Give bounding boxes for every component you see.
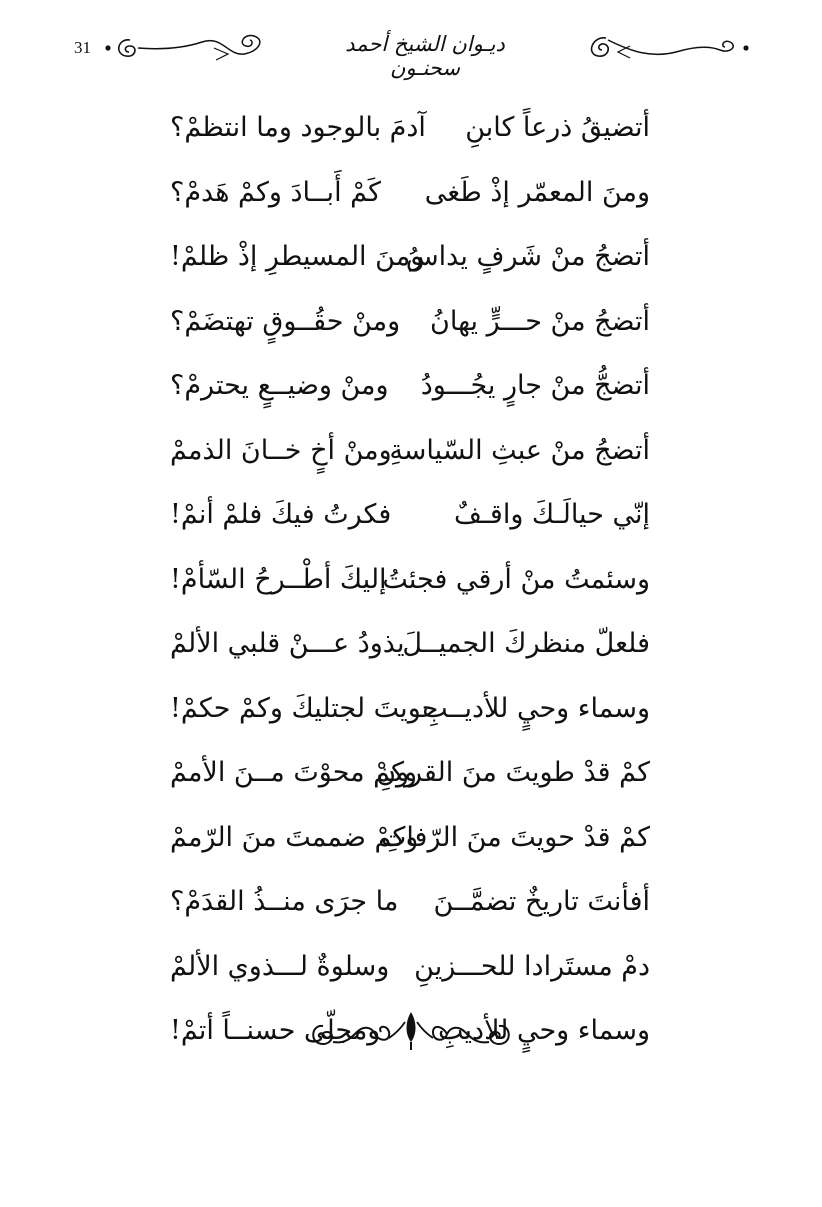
second-hemistich: ومنْ أخٍ خــانَ الذممْ [170,434,392,466]
poem-verse [170,872,650,937]
poem-verse [170,98,650,163]
scroll-flourish-icon [572,26,752,66]
second-hemistich: وسلوةٌ لـــذوي الألمْ [170,950,390,982]
second-hemistich: ومنْ وضيــعٍ يحترمْ؟ [170,370,389,401]
poem-verse [170,485,650,550]
scroll-flourish-icon [104,26,279,66]
first-hemistich: أتضجُ منْ حـــرٍّ يهانُ [430,305,650,337]
page-number: 31 [74,38,91,57]
second-hemistich: وكمْ محوْتَ مــنَ الأممْ [170,757,418,788]
poem-verse [170,356,650,421]
poem-verse [170,163,650,228]
running-title: ديـوان الشيخ أحمد سحنـون [345,32,505,80]
second-hemistich: ومنْ حقُــوقٍ تهتضَمْ؟ [170,305,401,337]
first-hemistich: ومنَ المعمّر إذْ طَغى [424,176,650,208]
second-hemistich: ما جرَى منــذُ القدَمْ؟ [170,886,399,917]
first-hemistich: أتضجُ منْ شَرفٍ يداسُ [405,241,650,272]
fleuron-divider-icon [305,1008,517,1056]
poem-verse [170,227,650,292]
first-hemistich: كمْ قدْ حويتَ منَ الرّفاتِ [380,821,650,853]
second-hemistich: آدمَ بالوجود وما انتظمْ؟ [170,112,426,143]
poem [170,98,650,1066]
second-hemistich: فكرتُ فيكَ فلمْ أنمْ! [170,499,392,530]
poem-verse [170,808,650,873]
first-hemistich: دمْ مستَرادا للحـــزينِ [414,950,650,982]
first-hemistich: أفأنتَ تاريخٌ تضمَّــنَ [433,886,650,917]
first-hemistich: وسئمتُ منْ أرقي فجئتُ [382,563,650,595]
poem-verse [170,937,650,1002]
poem-verse [170,614,650,679]
poem-verse [170,550,650,615]
poem-verse [170,743,650,808]
second-hemistich: كَمْ أَبــادَ وكمْ هَدمْ؟ [170,176,381,208]
second-hemistich: ومجلّى حسنــاً أتمْ! [170,1015,381,1046]
second-hemistich: حويتَ لجتليكَ وكمْ حكمْ! [170,692,439,724]
poem-verse [170,292,650,357]
first-hemistich: كمْ قدْ طويتَ منَ القرونِ [376,757,650,788]
page-header [60,22,770,80]
first-hemistich: أتضجُّ منْ جارٍ يجُـــودُ [420,370,650,401]
poem-verse [170,421,650,486]
poem-verse [170,679,650,744]
first-hemistich: وسماء وحيٍ للأديبِ [438,1015,650,1046]
first-hemistich: فلعلّ منظركَ الجميــلَ [402,628,650,659]
first-hemistich: أتضجُ منْ عبثِ السّياسةِ [389,434,650,466]
first-hemistich: وسماء وحيٍ للأديــبِ [422,692,650,724]
second-hemistich: ومنَ المسيطرِ إذْ ظلمْ! [170,241,424,272]
first-hemistich: إنّي حيالَـكَ واقـفٌ [454,499,650,530]
second-hemistich: إليكَ أطْــرحُ السّأمْ! [170,563,387,595]
second-hemistich: يذودُ عـــنْ قلبي الألمْ [170,628,405,659]
second-hemistich: وكمْ ضممتَ منَ الرّممْ [170,821,419,853]
first-hemistich: أتضيقُ ذرعاً كابنِ [465,112,650,143]
